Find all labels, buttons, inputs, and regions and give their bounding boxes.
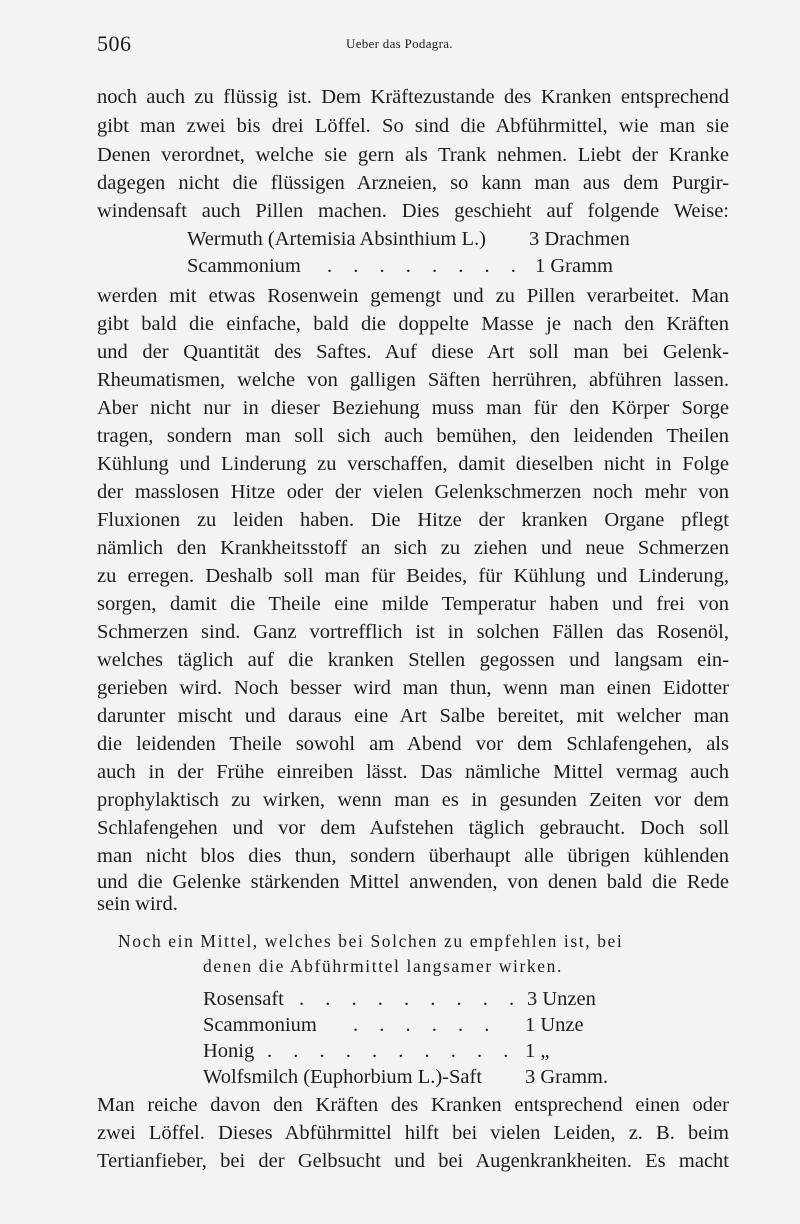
text-line: Man reiche davon den Kräften des Kranken entsprechend einen oder (97, 1094, 729, 1116)
ingredient-quantity: 3 Gramm. (525, 1066, 609, 1088)
text-line: darunter mischt und daraus eine Art Salbe bereitet, mit welcher man (97, 705, 729, 727)
recipe-heading: denen die Abführmittel langsamer wirken. (203, 956, 563, 976)
text-line: zwei Löffel. Dieses Abführmittel hilft bei vielen Leiden, z. B. beim (97, 1122, 729, 1144)
text-line: Tertianfieber, bei der Gelbsucht und bei Augenkrankheiten. Es macht (97, 1150, 729, 1172)
ingredient-quantity: 1 Unze (525, 1014, 584, 1036)
text-line: Schlafengehen und vor dem Aufstehen täglich gebraucht. Doch soll (97, 817, 729, 839)
text-line: die leidenden Theile sowohl am Abend vor dem Schlafengehen, als (97, 733, 729, 755)
text-line: Schmerzen sind. Ganz vortrefflich ist in solchen Fällen das Rosenöl, (97, 621, 729, 643)
leader-dots: . . . . . . . . . . (267, 1040, 517, 1062)
text-line: Fluxionen zu leiden haben. Die Hitze der kranken Organe pflegt (97, 509, 729, 531)
text-line: Kühlung und Linderung zu verschaffen, damit dieselben nicht in Folge (97, 453, 729, 475)
recipe-row (203, 1012, 623, 1040)
text-line: und die Gelenke stärkenden Mittel anwenden, von denen bald die Rede (97, 871, 729, 893)
ingredient-quantity: 1 Gramm (535, 255, 613, 277)
text-line: gerieben wird. Noch besser wird man thun, wenn man einen Eidotter (97, 677, 729, 699)
text-line: der masslosen Hitze oder der vielen Gelenkschmerzen noch mehr von (97, 481, 729, 503)
ingredient-name: Rosensaft (203, 988, 284, 1010)
text-line: welches täglich auf die kranken Stellen gegossen und langsam ein- (97, 649, 729, 671)
recipe-row (187, 253, 657, 281)
text-line: gibt bald die einfache, bald die doppelte Masse je nach den Kräften (97, 313, 729, 335)
page-number: 506 (97, 31, 132, 56)
recipe-row (203, 986, 623, 1014)
text-line: werden mit etwas Rosenwein gemengt und zu Pillen verarbeitet. Man (97, 285, 729, 307)
ingredient-name: Wermuth (Artemisia Absinthium L.) (187, 228, 486, 250)
ingredient-name: Wolfsmilch (Euphorbium L.)-Saft (203, 1066, 483, 1088)
text-line: auch in der Frühe einreiben lässt. Das nämliche Mittel vermag auch (97, 761, 729, 783)
text-line: tragen, sondern man soll sich auch bemühen, den leidenden Theilen (97, 425, 729, 447)
text-line: sein wird. (97, 893, 178, 915)
ingredient-name: Honig (203, 1040, 255, 1062)
running-title: Ueber das Podagra. (346, 36, 453, 51)
text-line: nämlich den Krankheitsstoff an sich zu ziehen und neue Schmerzen (97, 537, 729, 559)
ingredient-quantity: 1 „ (525, 1040, 550, 1062)
text-line: Denen verordnet, welche sie gern als Trank nehmen. Liebt der Kranke (97, 144, 729, 166)
text-line: prophylaktisch zu wirken, wenn man es in gesunden Zeiten vor dem (97, 789, 729, 811)
recipe-row (203, 1064, 623, 1092)
text-line: dagegen nicht die flüssigen Arzneien, so kann man aus dem Purgir- (97, 172, 729, 194)
ingredient-name: Scammonium (203, 1014, 317, 1036)
ingredient-name: Scammonium (187, 255, 301, 277)
recipe-heading: Noch ein Mittel, welches bei Solchen zu empfehlen ist, bei (118, 931, 624, 951)
recipe-row (187, 226, 657, 254)
text-line: und der Quantität des Saftes. Auf diese Art soll man bei Gelenk- (97, 341, 729, 363)
text-line: man nicht blos dies thun, sondern überhaupt alle übrigen kühlenden (97, 845, 729, 867)
ingredient-quantity: 3 Drachmen (529, 228, 630, 250)
leader-dots: . . . . . . (353, 1014, 498, 1036)
text-line: Rheumatismen, welche von galligen Säften herrühren, abführen lassen. (97, 369, 729, 391)
text-line: noch auch zu flüssig ist. Dem Kräftezustande des Kranken entsprechend (97, 86, 729, 108)
text-line: windensaft auch Pillen machen. Dies geschieht auf folgende Weise: (97, 200, 729, 222)
text-line: zu erregen. Deshalb soll man für Beides, für Kühlung und Linderung, (97, 565, 729, 587)
ingredient-quantity: 3 Unzen (527, 988, 596, 1010)
leader-dots: . . . . . . . . . (299, 988, 523, 1010)
leader-dots: . . . . . . . . (327, 255, 524, 277)
recipe-row (203, 1038, 623, 1066)
text-line: gibt man zwei bis drei Löffel. So sind die Abführmittel, wie man sie (97, 115, 729, 137)
text-line: sorgen, damit die Theile eine milde Temperatur haben und frei von (97, 593, 729, 615)
text-line: Aber nicht nur in dieser Beziehung muss man für den Körper Sorge (97, 397, 729, 419)
